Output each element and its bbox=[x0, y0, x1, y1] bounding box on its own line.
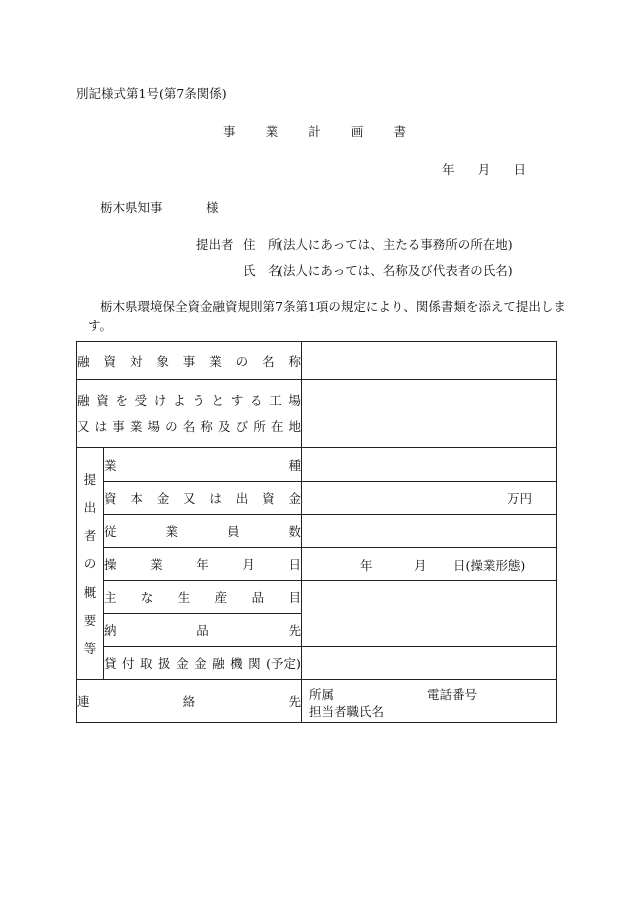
industry-label: 業 種 bbox=[104, 448, 302, 482]
table-row bbox=[77, 342, 557, 380]
delivery-destination-label: 納 品 先 bbox=[104, 614, 302, 647]
start-date-label: 操 業 年 月 日 bbox=[104, 548, 302, 581]
table-row bbox=[77, 680, 557, 723]
capital-unit: 万円 bbox=[507, 491, 533, 506]
contact-phone-label: 電話番号 bbox=[427, 686, 478, 702]
title-char: 書 bbox=[393, 124, 406, 139]
table-row bbox=[77, 581, 557, 614]
intro-line-1: 栃木県環境保全資金融資規則第7条第1項の規定により、関係書類を添えて提出しま bbox=[100, 299, 566, 314]
name-label: 氏 名 bbox=[243, 263, 281, 278]
project-name-field[interactable] bbox=[302, 342, 557, 380]
lending-bank-field[interactable] bbox=[302, 647, 557, 680]
capital-label: 資 本 金 又 は 出 資 金 bbox=[104, 482, 302, 515]
submitter-label: 提出者 bbox=[196, 237, 234, 252]
document-title bbox=[223, 122, 406, 140]
start-month-label: 月 bbox=[414, 558, 427, 573]
start-day-operation-label: 日(操業形態) bbox=[453, 558, 526, 573]
addressee: 栃木県知事 bbox=[100, 200, 163, 215]
date-day-label: 日 bbox=[513, 162, 526, 177]
table-row bbox=[77, 548, 557, 581]
submitter-overview-group-label: 提 出 者 の 概 要 等 bbox=[77, 448, 104, 680]
start-year-label: 年 bbox=[360, 558, 373, 573]
contact-label: 連 絡 先 bbox=[77, 680, 302, 723]
table-row bbox=[77, 380, 557, 448]
form-number: 別記様式第1号(第7条関係) bbox=[76, 86, 227, 101]
start-date-field[interactable] bbox=[302, 548, 557, 581]
main-products-label: 主 な 生 産 品 目 bbox=[104, 581, 302, 614]
table-row bbox=[77, 482, 557, 515]
contact-field[interactable] bbox=[302, 680, 557, 723]
date-year-label: 年 bbox=[442, 162, 455, 177]
capital-field[interactable] bbox=[302, 482, 557, 515]
project-name-label: 融 資 対 象 事 業 の 名 称 bbox=[77, 342, 302, 380]
table-row bbox=[77, 647, 557, 680]
factory-name-location-field[interactable] bbox=[302, 380, 557, 448]
addressee-suffix: 様 bbox=[206, 200, 219, 215]
lending-bank-label: 貸 付 取 扱 金 金 融 機 関 (予定) bbox=[104, 647, 302, 680]
contact-affiliation-label: 所属 bbox=[309, 686, 335, 702]
application-form-table bbox=[76, 341, 557, 723]
employees-label: 従 業 員 数 bbox=[104, 515, 302, 548]
products-delivery-field[interactable] bbox=[302, 581, 557, 647]
address-label: 住 所 bbox=[243, 237, 281, 252]
date-month-label: 月 bbox=[477, 162, 491, 177]
intro-line-2: す。 bbox=[88, 318, 113, 333]
factory-name-location-label: 融 資 を 受 け よ う と す る 工 場 又 は 事 業 場 の 名 称 及 び 所 在 地 bbox=[77, 380, 302, 448]
employees-field[interactable] bbox=[302, 515, 557, 548]
title-char: 計 bbox=[308, 124, 321, 139]
table-row bbox=[77, 448, 557, 482]
contact-person-label: 担当者職氏名 bbox=[309, 703, 385, 719]
title-char: 業 bbox=[265, 124, 279, 139]
table-row bbox=[77, 515, 557, 548]
name-note: (法人にあっては、名称及び代表者の氏名) bbox=[278, 263, 513, 278]
industry-field[interactable] bbox=[302, 448, 557, 482]
date-line bbox=[442, 160, 526, 178]
title-char: 画 bbox=[350, 124, 364, 139]
address-note: (法人にあっては、主たる事務所の所在地) bbox=[278, 237, 513, 252]
title-char: 事 bbox=[223, 124, 236, 139]
